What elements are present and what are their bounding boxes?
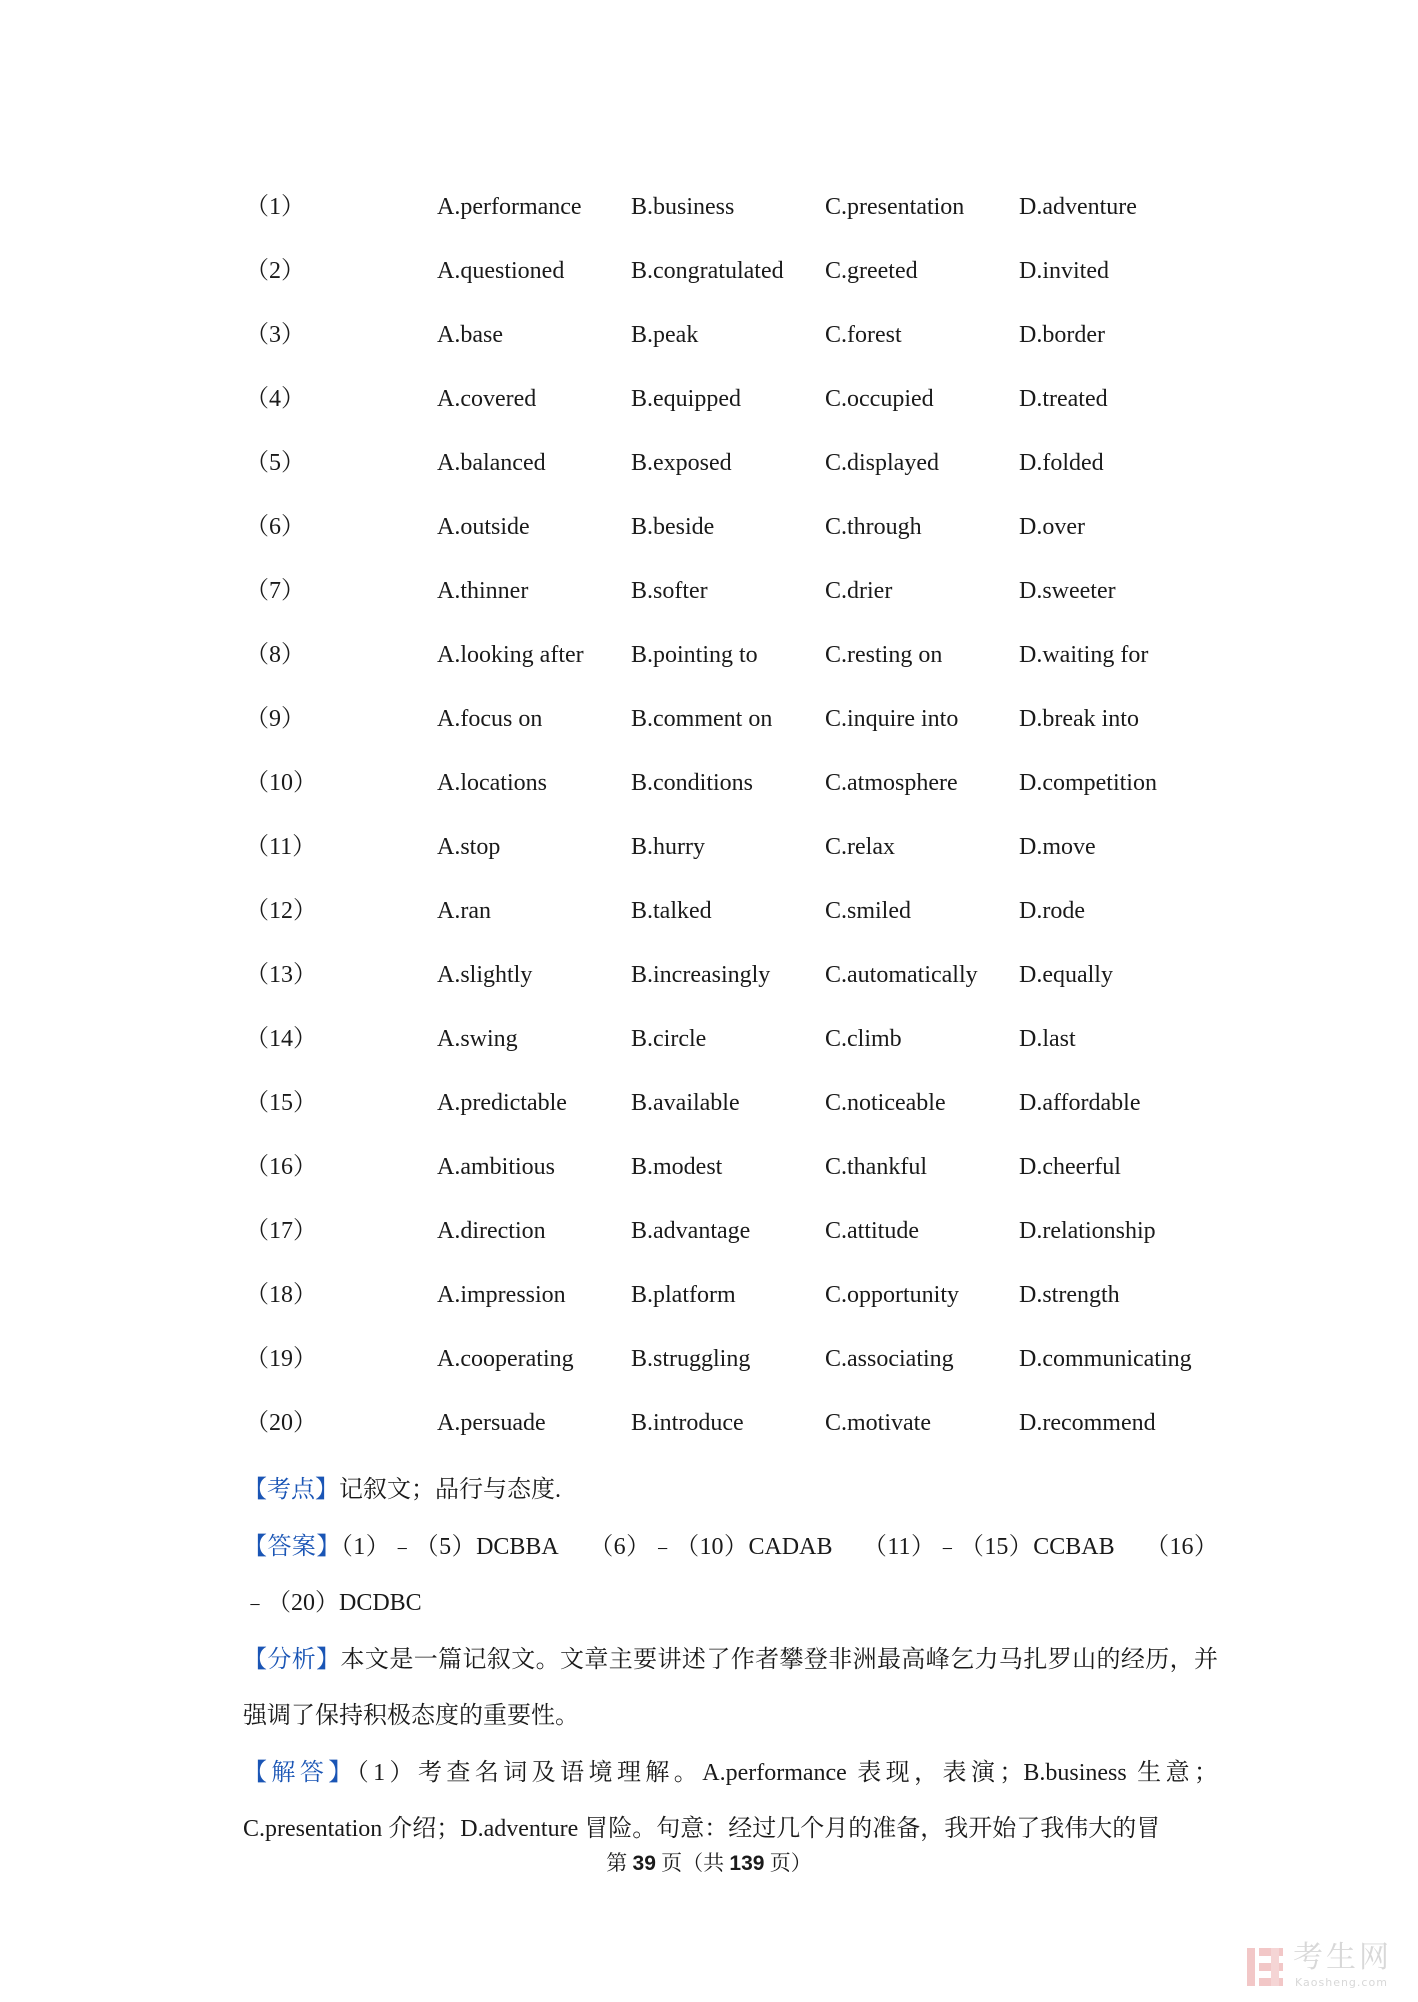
option-c: C.automatically (825, 962, 978, 988)
option-a: A.cooperating (437, 1346, 574, 1372)
option-b: B.comment on (631, 706, 773, 732)
option-a: A.thinner (437, 578, 529, 604)
page-total: 139 (729, 1852, 765, 1875)
kaodian-paragraph (243, 1462, 1218, 1519)
kaodian-text: 记叙文；品行与态度. (339, 1477, 561, 1503)
footer-middle: 页（共 (655, 1851, 730, 1875)
option-row (245, 764, 1225, 828)
option-d: D.adventure (1019, 194, 1137, 220)
option-a: A.focus on (437, 706, 543, 732)
option-d: D.waiting for (1019, 642, 1149, 668)
page-footer (0, 1848, 1418, 1879)
option-row (245, 700, 1225, 764)
option-c: C.noticeable (825, 1090, 946, 1116)
option-row (245, 316, 1225, 380)
option-d: D.communicating (1019, 1346, 1192, 1372)
options-table (245, 188, 1225, 1468)
option-c: C.associating (825, 1346, 954, 1372)
option-d: D.folded (1019, 450, 1104, 476)
option-c: C.atmosphere (825, 770, 958, 796)
answer-segment: （6）﹣（10）CADAB (588, 1533, 833, 1560)
option-b: B.softer (631, 578, 708, 604)
option-b: B.struggling (631, 1346, 751, 1372)
option-b: B.conditions (631, 770, 754, 796)
option-c: C.occupied (825, 386, 934, 412)
option-row (245, 1020, 1225, 1084)
option-c: C.drier (825, 578, 893, 604)
option-b: B.talked (631, 898, 712, 924)
option-d: D.border (1019, 322, 1105, 348)
option-d: D.relationship (1019, 1218, 1156, 1244)
option-d: D.move (1019, 834, 1096, 860)
question-number: （17） (245, 1218, 317, 1244)
watermark-text: 考生网 (1293, 1940, 1392, 1975)
option-a: A.persuade (437, 1410, 546, 1436)
option-row (245, 1276, 1225, 1340)
answer-segment: （1）﹣（5）DCBBA (340, 1533, 559, 1560)
option-b: B.introduce (631, 1410, 744, 1436)
option-b: B.beside (631, 514, 715, 540)
analysis-tag: 【分析】 (243, 1646, 341, 1673)
question-number: （6） (245, 514, 305, 540)
option-row (245, 1340, 1225, 1404)
page-number: 39 (632, 1852, 656, 1875)
answer-segment: （11）﹣（15）CCBAB (862, 1533, 1115, 1560)
option-c: C.inquire into (825, 706, 959, 732)
option-row (245, 252, 1225, 316)
option-c: C.presentation (825, 194, 965, 220)
option-a: A.direction (437, 1218, 546, 1244)
option-a: A.base (437, 322, 503, 348)
question-number: （2） (245, 258, 305, 284)
option-a: A.predictable (437, 1090, 567, 1116)
question-number: （12） (245, 898, 317, 924)
option-d: D.treated (1019, 386, 1108, 412)
option-row (245, 828, 1225, 892)
option-row (245, 1404, 1225, 1468)
footer-suffix: 页） (764, 1851, 812, 1875)
kaodian-tag: 【考点】 (243, 1477, 339, 1503)
question-number: （11） (245, 834, 317, 860)
option-d: D.equally (1019, 962, 1113, 988)
answer-tag: 【答案】 (243, 1533, 341, 1560)
question-number: （10） (245, 770, 317, 796)
option-a: A.ran (437, 898, 491, 924)
option-a: A.balanced (437, 450, 546, 476)
analysis-text: 本文是一篇记叙文。文章主要讲述了作者攀登非洲最高峰乞力马扎罗山的经历，并强调了保持积极态度的重要性。 (243, 1646, 1219, 1729)
option-row (245, 188, 1225, 252)
option-a: A.locations (437, 770, 547, 796)
option-d: D.cheerful (1019, 1154, 1121, 1180)
option-d: D.affordable (1019, 1090, 1141, 1116)
option-c: C.displayed (825, 450, 939, 476)
question-number: （16） (245, 1154, 317, 1180)
question-number: （5） (245, 450, 305, 476)
option-a: A.performance (437, 194, 582, 220)
option-row (245, 892, 1225, 956)
option-b: B.modest (631, 1154, 723, 1180)
option-row (245, 444, 1225, 508)
option-b: B.exposed (631, 450, 732, 476)
option-c: C.attitude (825, 1218, 919, 1244)
option-row (245, 508, 1225, 572)
solution-paragraph (243, 1745, 1218, 1858)
question-number: （18） (245, 1282, 317, 1308)
option-c: C.relax (825, 834, 895, 860)
option-row (245, 1084, 1225, 1148)
question-number: （3） (245, 322, 305, 348)
solution-tag: 【解答】 (243, 1759, 357, 1786)
option-d: D.last (1019, 1026, 1076, 1052)
option-row (245, 1212, 1225, 1276)
question-number: （15） (245, 1090, 317, 1116)
option-c: C.smiled (825, 898, 912, 924)
question-number: （20） (245, 1410, 317, 1436)
option-d: D.invited (1019, 258, 1109, 284)
option-b: B.equipped (631, 386, 741, 412)
answer-segment: （16）﹣（20）DCDBC (243, 1533, 1219, 1616)
watermark (1245, 1940, 1415, 1996)
option-b: B.congratulated (631, 258, 784, 284)
option-d: D.sweeter (1019, 578, 1116, 604)
question-number: （1） (245, 194, 305, 220)
option-a: A.ambitious (437, 1154, 555, 1180)
option-b: B.advantage (631, 1218, 751, 1244)
option-c: C.forest (825, 322, 902, 348)
option-b: B.circle (631, 1026, 707, 1052)
option-d: D.strength (1019, 1282, 1120, 1308)
solution-text: （1）考查名词及语境理解。A.performance 表现，表演；B.business 生意；C.presentation 介绍；D.adventure 冒险。句意：经过几个月的准备，我开始了我伟大的冒 (243, 1759, 1218, 1842)
option-a: A.covered (437, 386, 537, 412)
watermark-subtext: Kaosheng.com (1295, 1976, 1388, 1989)
option-d: D.over (1019, 514, 1085, 540)
option-d: D.rode (1019, 898, 1085, 924)
option-c: C.through (825, 514, 922, 540)
option-row (245, 572, 1225, 636)
question-number: （9） (245, 706, 305, 732)
answer-paragraph (243, 1519, 1218, 1632)
option-row (245, 956, 1225, 1020)
option-c: C.opportunity (825, 1282, 960, 1308)
question-number: （13） (245, 962, 317, 988)
option-b: B.business (631, 194, 735, 220)
option-c: C.thankful (825, 1154, 927, 1180)
option-d: D.competition (1019, 770, 1157, 796)
question-number: （19） (245, 1346, 317, 1372)
option-a: A.looking after (437, 642, 584, 668)
question-number: （14） (245, 1026, 317, 1052)
option-a: A.stop (437, 834, 501, 860)
analysis-paragraph (243, 1632, 1218, 1745)
option-b: B.hurry (631, 834, 705, 860)
option-b: B.available (631, 1090, 740, 1116)
kaosheng-logo-icon (1245, 1944, 1285, 1990)
option-d: D.break into (1019, 706, 1139, 732)
option-b: B.increasingly (631, 962, 771, 988)
option-b: B.pointing to (631, 642, 758, 668)
analysis-section (243, 1462, 1218, 1858)
option-c: C.motivate (825, 1410, 931, 1436)
option-row (245, 1148, 1225, 1212)
question-number: （4） (245, 386, 305, 412)
option-a: A.slightly (437, 962, 533, 988)
option-a: A.swing (437, 1026, 518, 1052)
option-c: C.resting on (825, 642, 943, 668)
question-number: （7） (245, 578, 305, 604)
option-row (245, 380, 1225, 444)
option-c: C.climb (825, 1026, 902, 1052)
option-b: B.peak (631, 322, 699, 348)
question-number: （8） (245, 642, 305, 668)
option-a: A.questioned (437, 258, 565, 284)
option-c: C.greeted (825, 258, 918, 284)
option-row (245, 636, 1225, 700)
option-a: A.impression (437, 1282, 566, 1308)
option-a: A.outside (437, 514, 530, 540)
option-b: B.platform (631, 1282, 736, 1308)
footer-prefix: 第 (606, 1851, 633, 1875)
option-d: D.recommend (1019, 1410, 1156, 1436)
